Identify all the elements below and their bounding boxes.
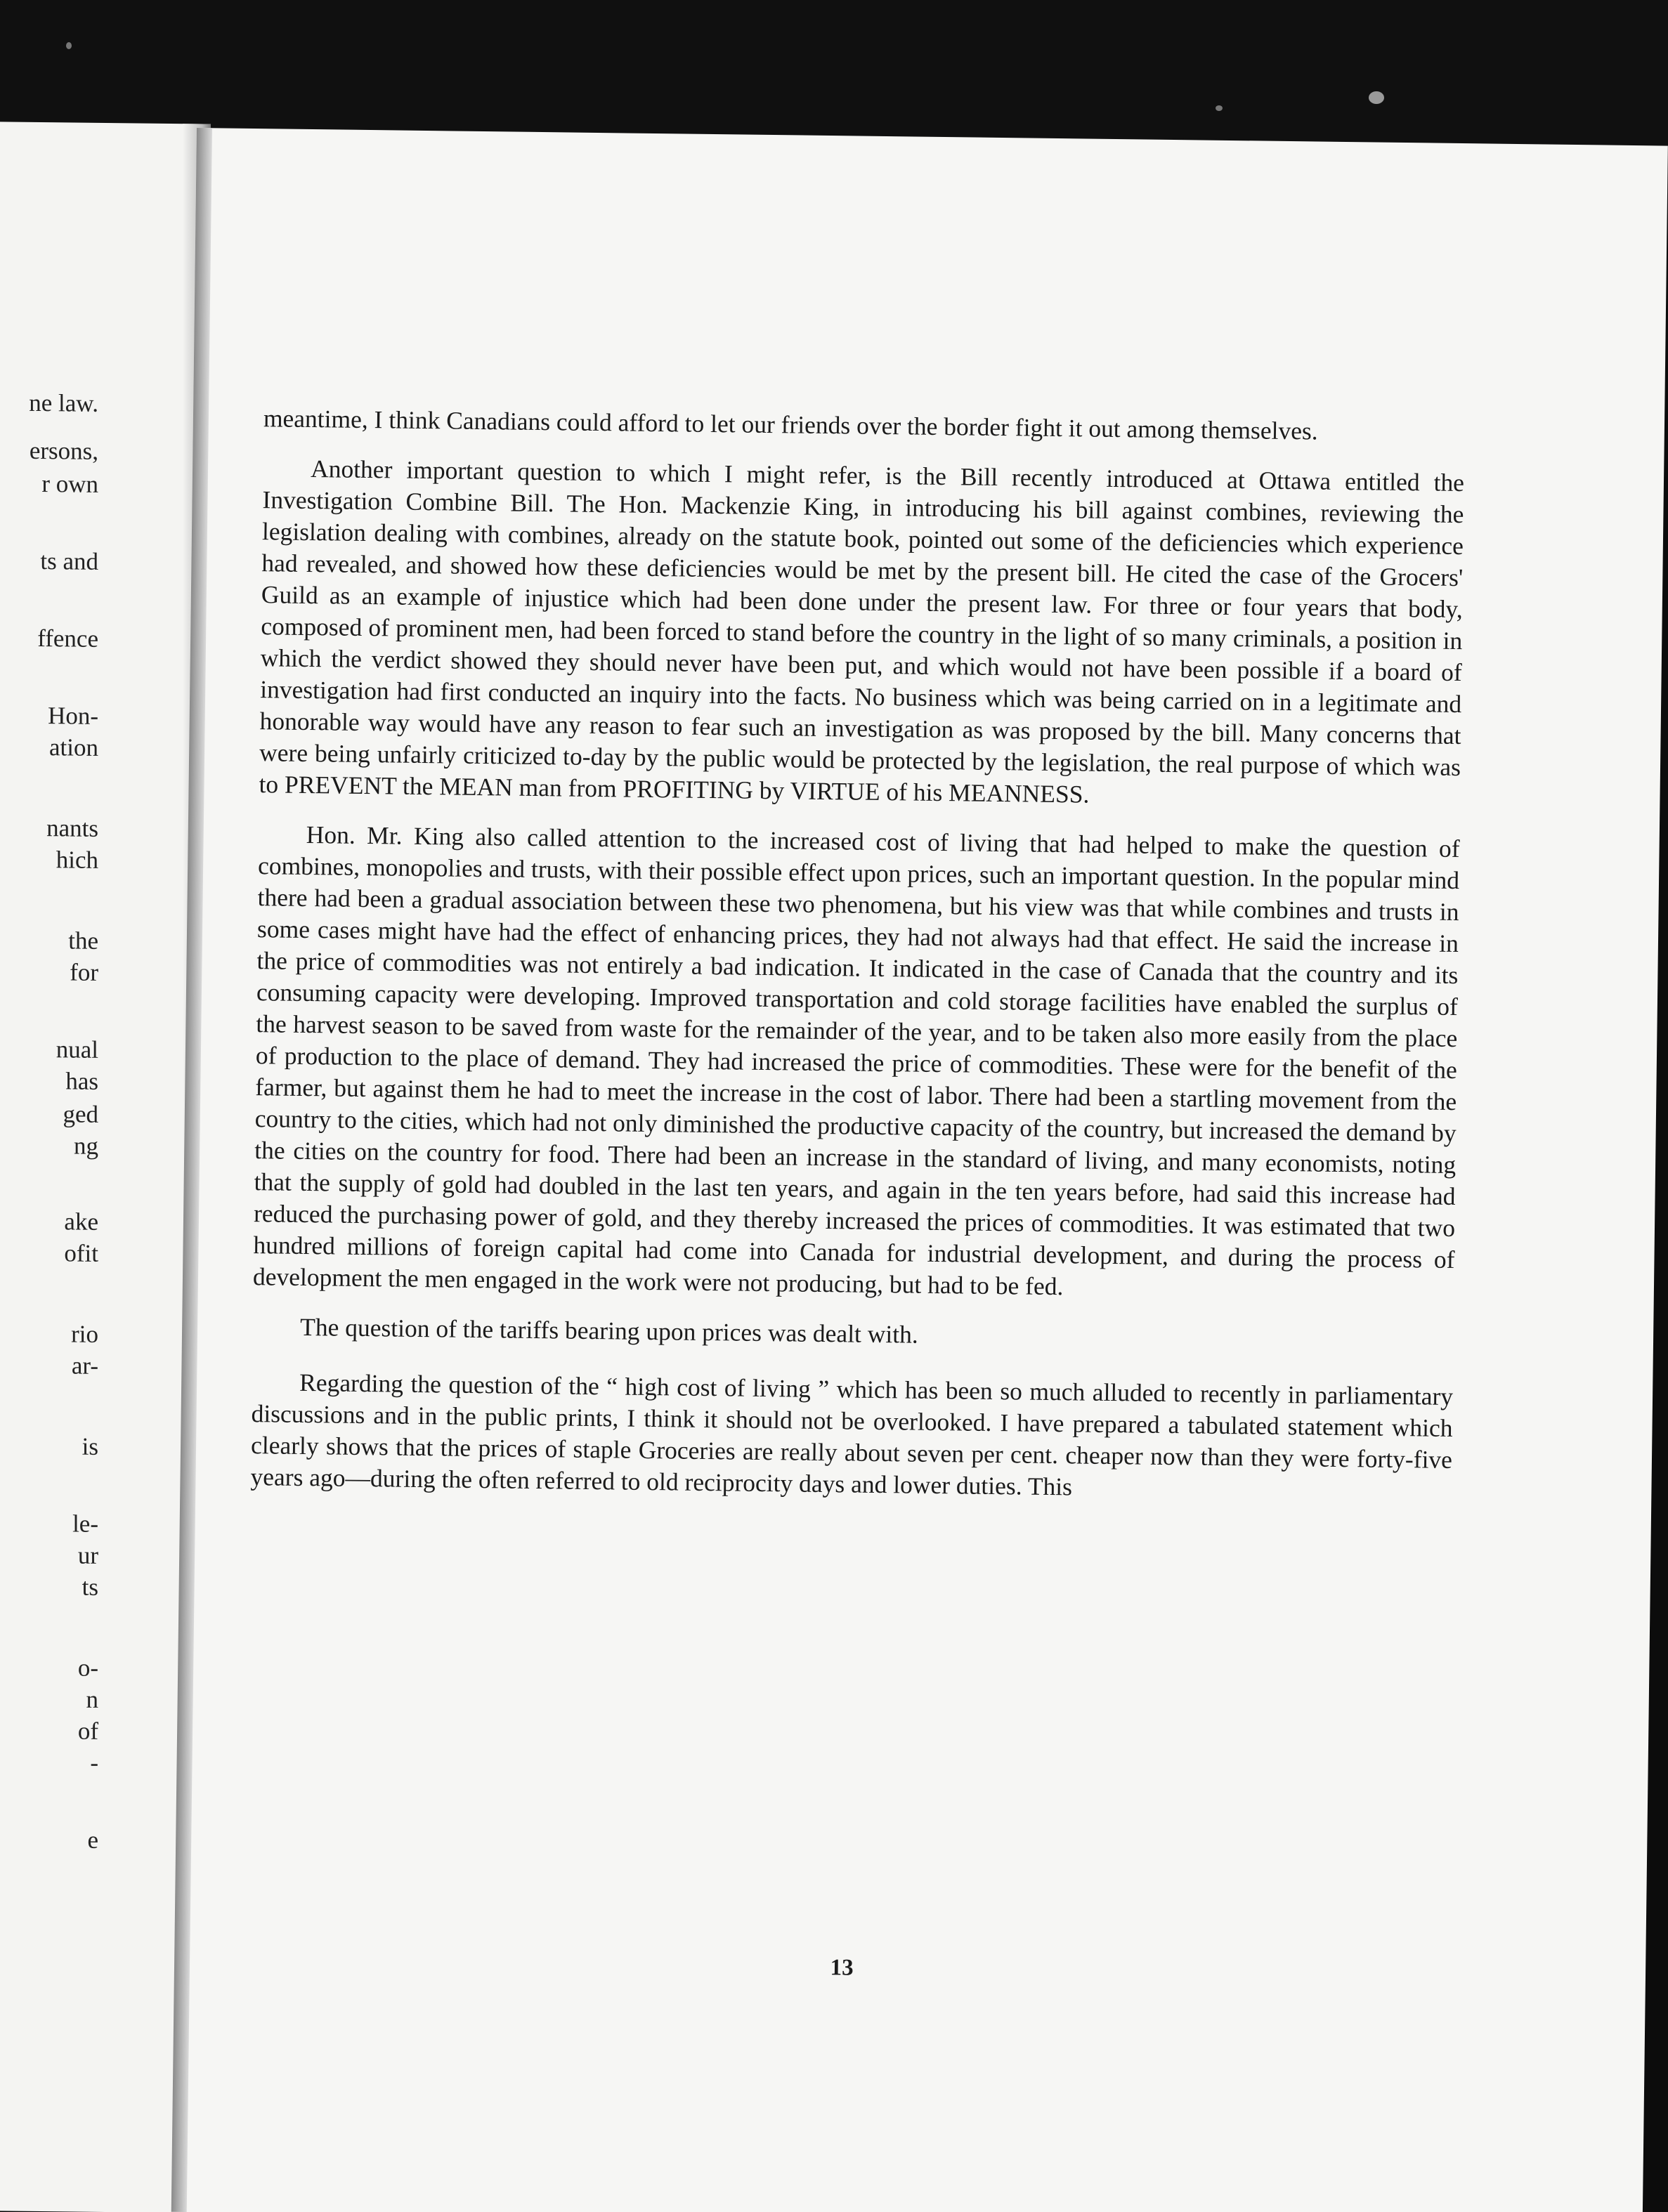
left-page-fragment: o- [77, 1654, 98, 1682]
left-page-fragment: for [70, 958, 98, 986]
left-page-fragment: le- [72, 1510, 98, 1538]
dust-speck [66, 42, 72, 49]
page-number: 13 [830, 1955, 854, 1981]
left-page-fragment: nants [46, 814, 98, 842]
paragraph: Regarding the question of the “ high cost of living ” which has been so much alluded to recently in parliamentary discussions and in the public prints, I think it should not be overlooked. I have prepared a tabulated statement which clearly shows that the prices of staple Groceries are really about seven per cent. cheaper now than they were forty-five years ago—during the often referred to old reciprocity days and lower duties. This [250, 1368, 1454, 1501]
paragraph: meantime, I think Canadians could afford to let our friends over the border fight it out among themselves. [263, 404, 1318, 445]
left-page-fragment: r own [41, 470, 98, 498]
dust-speck [1369, 91, 1384, 104]
body-text [250, 403, 1465, 1526]
left-page-fragment: ts [82, 1573, 98, 1601]
left-page-fragment: the [68, 927, 98, 955]
scanner-background [0, 0, 1668, 148]
left-page-fragment: ar- [71, 1352, 98, 1380]
left-page-fragment: e [87, 1826, 98, 1854]
left-page-fragment: - [90, 1748, 98, 1776]
left-page-fragment: ur [77, 1541, 98, 1569]
document-page [171, 128, 1668, 2212]
paragraph: Hon. Mr. King also called attention to the increased cost of living that had helped to make the question of combines, monopolies and trusts, with their possible effect upon prices, such an important question. In the popular mind there had been a gradual association between these two phenomena, but his view was that while combines and trusts in some cases might have had the effect of enhancing prices, they had not always had that effect. He said the increase in the price of commodities was not entirely a bad indication. It indicated in the case of Canada that the country and its consuming capacity were developing. Improved transportation and cold storage facilities have enabled the surplus of the harvest season to be saved from waste for the remainder of the year, and to be taken also more easily from the place of production to the place of demand. They had increased the price of commodities. These were for the benefit of the farmer, but against them he had to meet the increase in the cost of labor. There had been a startling movement from the country to the cities, which had not only diminished the productive capacity of the country, but increased the demand by the cities on the country for food. There had been an increase in the standard of living, and many economists, noting that the supply of gold had doubled in the last ten years, and again in the ten years before, had said this increase had reduced the purchasing power of gold, and they thereby increased the prices of commodities. It was estimated that two hundred millions of foreign capital had come into Canada for industrial development, and during the process of development the men engaged in the work were not producing, but had to be fed. [252, 820, 1460, 1301]
left-page-fragment: of [77, 1717, 98, 1745]
left-page-fragment: has [65, 1067, 98, 1095]
left-page-fragment: ofit [64, 1239, 98, 1267]
dust-speck [1216, 105, 1223, 111]
left-page-fragment: ffence [37, 624, 98, 653]
left-page-fragment: rio [71, 1320, 98, 1348]
left-page-fragment: nual [56, 1035, 98, 1064]
left-page-fragment: ation [49, 733, 98, 761]
left-page-fragment: ng [74, 1132, 98, 1160]
left-page-fragment: ged [63, 1100, 98, 1128]
left-page-fragment: hich [56, 846, 98, 874]
paragraph: The question of the tariffs bearing upon prices was dealt with. [299, 1312, 919, 1349]
left-page-fragment: is [82, 1432, 98, 1460]
left-page-fragment: ts and [40, 547, 98, 575]
left-page-fragment: n [86, 1685, 98, 1713]
left-page-fragment: ake [64, 1208, 98, 1236]
paragraph: Another important question to which I might refer, is the Bill recently introduced at Ottawa entitled the Investigation Combine Bill. The Hon. Mackenzie King, in introducing his bill against combines, reviewing the legislation dealing with combines, already on the statute book, pointed out some of the deficiencies which experience had revealed, and showed how these deficiencies would be met by the present bill. He cited the case of the Grocers' Guild as an example of injustice which had been done under the present law. For three or four years that body, composed of prominent men, had been forced to stand before the country in the light of so many criminals, a position in which the verdict showed they should never have been put, and which would not have been possible if a board of investigation had first conducted an inquiry into the facts. No business which was being carried on in a legitimate and honorable way would have any reason to fear such an investigation as was proposed by the bill. Many concerns that were being unfairly criticized to-day by the public would be protected by the legislation, the real purpose of which was to PREVENT the MEAN man from PROFITING by VIRTUE of his MEANNESS. [259, 454, 1465, 809]
left-page-fragment: ersons, [29, 436, 98, 465]
left-page-fragment: ne law. [29, 388, 98, 417]
left-page-fragment: Hon- [48, 702, 98, 730]
